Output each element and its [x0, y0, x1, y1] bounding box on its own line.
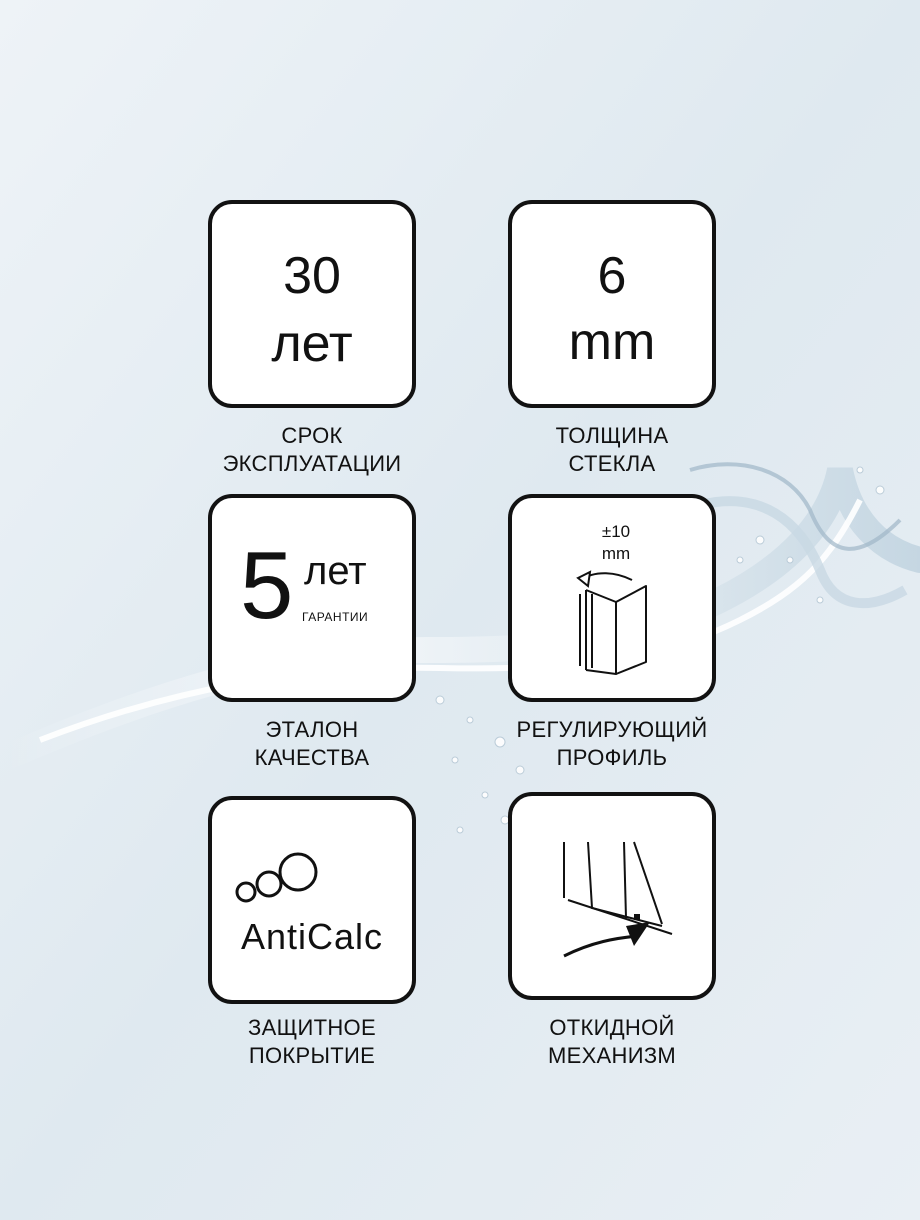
anticalc-brand: AntiCalc: [240, 916, 384, 957]
hinged-mechanism-card: [508, 792, 716, 1000]
anticalc-card: [208, 796, 416, 1004]
warranty-value: 5: [240, 532, 294, 639]
bubbles-icon: [212, 800, 412, 1000]
service-life-value: 30: [283, 247, 341, 305]
glass-thickness-caption: ТОЛЩИНА СТЕКЛА: [555, 423, 669, 476]
glass-thickness-value: 6: [597, 247, 627, 305]
warranty-subtitle: ГАРАНТИИ: [302, 610, 369, 624]
warranty-unit: лет: [304, 549, 367, 593]
warranty-card: [208, 494, 416, 702]
adjustable-profile-card: [508, 494, 716, 702]
adjustable-profile-icon: [512, 498, 712, 698]
adjustable-profile-caption: РЕГУЛИРУЮЩИЙ ПРОФИЛЬ: [516, 717, 708, 770]
coating-caption: ЗАЩИТНОЕ ПОКРЫТИЕ: [248, 1015, 376, 1068]
glass-thickness-unit: mm: [568, 313, 656, 371]
glass-thickness-card: [508, 200, 716, 408]
adjust-unit-label: mm: [601, 544, 631, 563]
service-life-card: [208, 200, 416, 408]
hinged-mechanism-caption: ОТКИДНОЙ МЕХАНИЗМ: [547, 1015, 677, 1068]
service-life-caption: СРОК ЭКСПЛУАТАЦИИ: [222, 423, 402, 476]
quality-caption: ЭТАЛОН КАЧЕСТВА: [254, 717, 370, 770]
hinged-door-arrow-icon: [512, 796, 712, 996]
adjust-range-label: ±10: [601, 522, 631, 541]
service-life-unit: лет: [271, 315, 353, 373]
